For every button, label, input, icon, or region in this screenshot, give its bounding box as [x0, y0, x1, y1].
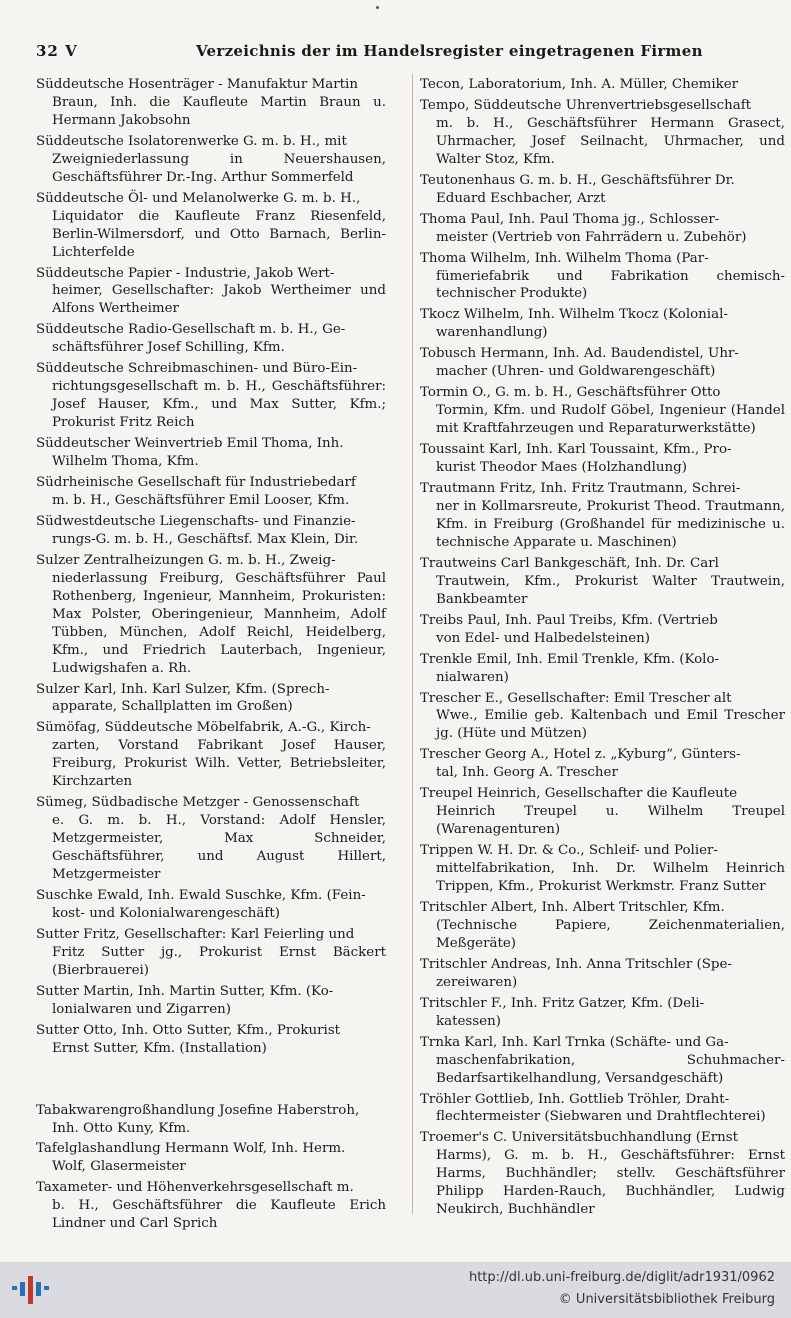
- directory-entry: [36, 794, 386, 884]
- directory-entry: [420, 1129, 785, 1219]
- directory-entry: [420, 1091, 785, 1127]
- directory-entry: [420, 555, 785, 609]
- entry-first-line: Tempo, Süddeutsche Uhrenvertriebsgesellschaft: [420, 97, 752, 113]
- ub-freiburg-logo-icon: [10, 1272, 52, 1308]
- entry-continuation: kurist Theodor Maes (Holzhandlung): [436, 460, 687, 476]
- entry-first-line: Treibs Paul, Inh. Paul Treibs, Kfm. (Vertrieb: [420, 612, 718, 628]
- entry-first-line: Südrheinische Gesellschaft für Industriebedarf: [36, 475, 356, 491]
- directory-entry: [36, 76, 386, 130]
- entry-first-line: Süddeutsche Isolatorenwerke G. m. b. H., mit: [36, 133, 347, 149]
- entry-first-line: Tkocz Wilhelm, Inh. Wilhelm Tkocz (Kolonial-: [420, 307, 728, 323]
- entry-continuation: Wwe., Emilie geb. Kaltenbach und Emil Trescher jg. (Hüte und Mützen): [436, 708, 785, 742]
- entry-continuation: schäftsführer Josef Schilling, Kfm.: [52, 340, 285, 356]
- entry-first-line: Thoma Paul, Inh. Paul Thoma jg., Schlosser-: [420, 211, 720, 227]
- entry-continuation: richtungsgesellschaft m. b. H., Geschäftsführer: Josef Hauser, Kfm., und Max Sutter, Kfm.; Prokurist Fritz Reich: [52, 379, 386, 431]
- directory-entry: [420, 97, 785, 169]
- copyright-text: © Universitätsbibliothek Freiburg: [558, 1292, 775, 1307]
- source-url-link[interactable]: http://dl.ub.uni-freiburg.de/diglit/adr1931/0962: [468, 1270, 775, 1285]
- directory-entry: [36, 1179, 386, 1233]
- directory-entry: [36, 321, 386, 357]
- entry-continuation: Ernst Sutter, Kfm. (Installation): [52, 1040, 267, 1056]
- entry-continuation: m. b. H., Geschäftsführer Hermann Grasect, Uhrmacher, Josef Seilnacht, Uhrmacher, und Walter Stoz, Kfm.: [436, 115, 785, 167]
- directory-entry: [420, 651, 785, 687]
- entry-continuation: rungs-G. m. b. H., Geschäftsf. Max Klein, Dir.: [52, 531, 359, 547]
- directory-entry: [420, 612, 785, 648]
- footer-bar: [0, 1262, 791, 1318]
- entry-first-line: Tabakwarengroßhandlung Josefine Haberstroh,: [36, 1102, 360, 1118]
- entry-first-line: Tritschler Albert, Inh. Albert Tritschler, Kfm.: [420, 899, 725, 915]
- right-column: [420, 76, 785, 1222]
- entry-first-line: Suschke Ewald, Inh. Ewald Suschke, Kfm. (Fein-: [36, 887, 366, 903]
- entry-continuation: apparate, Schallplatten im Großen): [52, 699, 293, 715]
- entry-continuation: zarten, Vorstand Fabrikant Josef Hauser, Freiburg, Prokurist Wilh. Vetter, Betriebsleiter, Kirchzarten: [52, 738, 386, 790]
- entry-first-line: Tecon, Laboratorium, Inh. A. Müller, Chemiker: [420, 77, 739, 92]
- entry-first-line: Süddeutscher Weinvertrieb Emil Thoma, Inh.: [36, 436, 344, 452]
- entry-first-line: Trautweins Carl Bankgeschäft, Inh. Dr. Carl: [420, 555, 719, 571]
- entry-first-line: Sümöfag, Süddeutsche Möbelfabrik, A.-G., Kirch-: [36, 720, 371, 736]
- directory-entry: [420, 746, 785, 782]
- entry-continuation: heimer, Gesellschafter: Jakob Wertheimer und Alfons Wertheimer: [52, 283, 386, 317]
- page-header: [36, 42, 756, 66]
- directory-entry: [420, 480, 785, 552]
- directory-entry: [36, 474, 386, 510]
- directory-entry: [420, 690, 785, 744]
- directory-entry: [36, 552, 386, 678]
- directory-entry: [420, 441, 785, 477]
- entry-first-line: Trautmann Fritz, Inh. Fritz Trautmann, Schrei-: [420, 481, 741, 497]
- entry-first-line: Treupel Heinrich, Gesellschafter die Kaufleute: [420, 786, 738, 802]
- entry-first-line: Trescher E., Gesellschafter: Emil Trescher alt: [420, 690, 732, 706]
- entry-continuation: Eduard Eschbacher, Arzt: [436, 190, 606, 206]
- entry-continuation: Harms), G. m. b. H., Geschäftsführer: Ernst Harms, Buchhändler; stellv. Geschäftsführer Philipp Harden-Rauch, Buchhändler, Ludwig Neukirch, Buchhändler: [436, 1148, 785, 1218]
- directory-entry: [420, 899, 785, 953]
- entry-continuation: fümeriefabrik und Fabrikation chemisch-technischer Produkte): [436, 268, 785, 302]
- entry-continuation: lonialwaren und Zigarren): [52, 1001, 231, 1017]
- directory-entry: [36, 681, 386, 717]
- entry-continuation: Braun, Inh. die Kaufleute Martin Braun u. Hermann Jakobsohn: [52, 94, 386, 128]
- entry-continuation: tal, Inh. Georg A. Trescher: [436, 765, 618, 781]
- entry-first-line: Südwestdeutsche Liegenschafts- und Finanzie-: [36, 513, 356, 529]
- entry-first-line: Sulzer Karl, Inh. Karl Sulzer, Kfm. (Sprech-: [36, 681, 330, 697]
- entry-first-line: Sutter Martin, Inh. Martin Sutter, Kfm. (Ko-: [36, 983, 334, 999]
- directory-entry: [420, 995, 785, 1031]
- directory-entry: [420, 211, 785, 247]
- entry-first-line: Taxameter- und Höhenverkehrsgesellschaft m.: [36, 1180, 354, 1196]
- directory-entry: [36, 190, 386, 262]
- entry-continuation: meister (Vertrieb von Fahrrädern u. Zubehör): [436, 229, 747, 245]
- directory-entry: [36, 435, 386, 471]
- entry-continuation: Zweigniederlassung in Neuershausen, Geschäftsführer Dr.-Ing. Arthur Sommerfeld: [52, 151, 386, 185]
- entry-first-line: Tritschler Andreas, Inh. Anna Tritschler (Spe-: [420, 956, 732, 972]
- entry-first-line: Sümeg, Südbadische Metzger - Genossenschaft: [36, 795, 360, 811]
- entry-continuation: Liquidator die Kaufleute Franz Riesenfeld, Berlin-Wilmersdorf, und Otto Barnach, Berlin-Lichterfelde: [52, 208, 386, 260]
- entry-first-line: Tobusch Hermann, Inh. Ad. Baudendistel, Uhr-: [420, 346, 739, 362]
- entry-continuation: Heinrich Treupel u. Wilhelm Treupel (Warenagenturen): [436, 804, 785, 838]
- entry-continuation: Trautwein, Kfm., Prokurist Walter Trautwein, Bankbeamter: [436, 573, 785, 607]
- entry-first-line: Süddeutsche Hosenträger - Manufaktur Martin: [36, 77, 358, 92]
- entry-continuation: Wilhelm Thoma, Kfm.: [52, 454, 199, 470]
- directory-entry: [420, 76, 785, 94]
- entry-continuation: flechtermeister (Siebwaren und Drahtflechterei): [436, 1109, 766, 1125]
- entry-first-line: Tormin O., G. m. b. H., Geschäftsführer Otto: [420, 385, 721, 401]
- entry-first-line: Trenkle Emil, Inh. Emil Trenkle, Kfm. (Kolo-: [420, 651, 720, 667]
- directory-entry: [36, 1102, 386, 1138]
- directory-entry: [36, 719, 386, 791]
- entry-continuation: Inh. Otto Kuny, Kfm.: [52, 1120, 191, 1136]
- entry-first-line: Thoma Wilhelm, Inh. Wilhelm Thoma (Par-: [420, 250, 709, 266]
- entry-first-line: Trippen W. H. Dr. & Co., Schleif- und Polier-: [420, 843, 718, 859]
- directory-entry: [420, 306, 785, 342]
- entry-first-line: Sulzer Zentralheizungen G. m. b. H., Zweig-: [36, 552, 336, 568]
- scan-speck: [376, 6, 379, 9]
- entry-first-line: Süddeutsche Papier - Industrie, Jakob Wert-: [36, 265, 335, 281]
- entry-continuation: b. H., Geschäftsführer die Kaufleute Erich Lindner und Carl Sprich: [52, 1198, 386, 1232]
- directory-entry: [420, 1034, 785, 1088]
- entry-first-line: Sutter Otto, Inh. Otto Sutter, Kfm., Prokurist: [36, 1022, 341, 1038]
- left-column: [36, 76, 386, 1236]
- entry-continuation: (Technische Papiere, Zeichenmaterialien, Meßgeräte): [436, 917, 785, 951]
- directory-entry: [36, 1022, 386, 1058]
- page-title: Verzeichnis der im Handelsregister eingetragenen Firmen: [196, 42, 703, 60]
- entry-continuation: Fritz Sutter jg., Prokurist Ernst Bäckert (Bierbrauerei): [52, 944, 386, 978]
- entry-first-line: Tritschler F., Inh. Fritz Gatzer, Kfm. (Deli-: [420, 995, 705, 1011]
- entry-first-line: Troemer's C. Universitätsbuchhandlung (Ernst: [420, 1130, 739, 1146]
- directory-entry: [420, 785, 785, 839]
- directory-entry: [36, 983, 386, 1019]
- directory-entry: [36, 926, 386, 980]
- entry-first-line: Süddeutsche Schreibmaschinen- und Büro-Ein-: [36, 361, 358, 377]
- page-number: 32 V: [36, 42, 78, 60]
- directory-entry: [36, 887, 386, 923]
- entry-continuation: Wolf, Glasermeister: [52, 1159, 186, 1175]
- entry-continuation: niederlassung Freiburg, Geschäftsführer Paul Rothenberg, Ingenieur, Mannheim, Prokuristen: Max Polster, Oberingenieur, Mannheim, Adolf Tübben, München, Adolf Reichl, Heidelberg, Kfm., und Friedrich Lauterbach, Ingenieur, Ludwigshafen a. Rh.: [52, 570, 386, 676]
- entry-continuation: maschenfabrikation, Schuhmacher-Bedarfsartikelhandlung, Versandgeschäft): [436, 1052, 785, 1086]
- directory-entry: [36, 265, 386, 319]
- entry-continuation: ner in Kollmarsreute, Prokurist Theod. Trautmann, Kfm. in Freiburg (Großhandel für medizinische u. technische Apparate u. Maschinen): [436, 498, 785, 550]
- entry-first-line: Trescher Georg A., Hotel z. „Kyburg“, Günters-: [420, 747, 741, 763]
- entry-first-line: Süddeutsche Öl- und Melanolwerke G. m. b. H.,: [36, 190, 361, 206]
- directory-entry: [420, 384, 785, 438]
- entry-first-line: Süddeutsche Radio-Gesellschaft m. b. H., Ge-: [36, 322, 346, 338]
- entry-continuation: mittelfabrikation, Inh. Dr. Wilhelm Heinrich Trippen, Kfm., Prokurist Werkmstr. Franz Sutter: [436, 861, 785, 895]
- entry-first-line: Teutonenhaus G. m. b. H., Geschäftsführer Dr.: [420, 172, 735, 188]
- directory-entry: [420, 172, 785, 208]
- directory-entry: [420, 842, 785, 896]
- entry-continuation: warenhandlung): [436, 325, 548, 341]
- entry-continuation: kost- und Kolonialwarengeschäft): [52, 905, 280, 921]
- entry-first-line: Toussaint Karl, Inh. Karl Toussaint, Kfm., Pro-: [420, 442, 732, 458]
- directory-entry: [36, 360, 386, 432]
- directory-entry: [36, 133, 386, 187]
- entry-first-line: Tröhler Gottlieb, Inh. Gottlieb Tröhler, Draht-: [420, 1091, 730, 1107]
- entry-first-line: Trnka Karl, Inh. Karl Trnka (Schäfte- und Ga-: [420, 1034, 729, 1050]
- directory-entry: [36, 513, 386, 549]
- column-divider: [412, 74, 413, 1214]
- entry-continuation: Tormin, Kfm. und Rudolf Göbel, Ingenieur (Handel mit Kraftfahrzeugen und Reparaturwerkstätte): [436, 403, 785, 437]
- entry-continuation: m. b. H., Geschäftsführer Emil Looser, Kfm.: [52, 492, 350, 508]
- entry-continuation: e. G. m. b. H., Vorstand: Adolf Hensler, Metzgermeister, Max Schneider, Geschäftsführer, und August Hillert, Metzgermeister: [52, 813, 386, 883]
- directory-entry: [420, 250, 785, 304]
- entry-first-line: Sutter Fritz, Gesellschafter: Karl Feierling und: [36, 926, 355, 942]
- entry-continuation: von Edel- und Halbedelsteinen): [436, 630, 650, 646]
- directory-entry: [420, 345, 785, 381]
- directory-entry: [420, 956, 785, 992]
- entry-continuation: macher (Uhren- und Goldwarengeschäft): [436, 364, 716, 380]
- entry-continuation: nialwaren): [436, 669, 509, 685]
- entry-first-line: Tafelglashandlung Hermann Wolf, Inh. Herm.: [36, 1141, 346, 1157]
- entry-continuation: zereiwaren): [436, 974, 518, 990]
- entry-continuation: katessen): [436, 1013, 501, 1029]
- directory-entry: [36, 1140, 386, 1176]
